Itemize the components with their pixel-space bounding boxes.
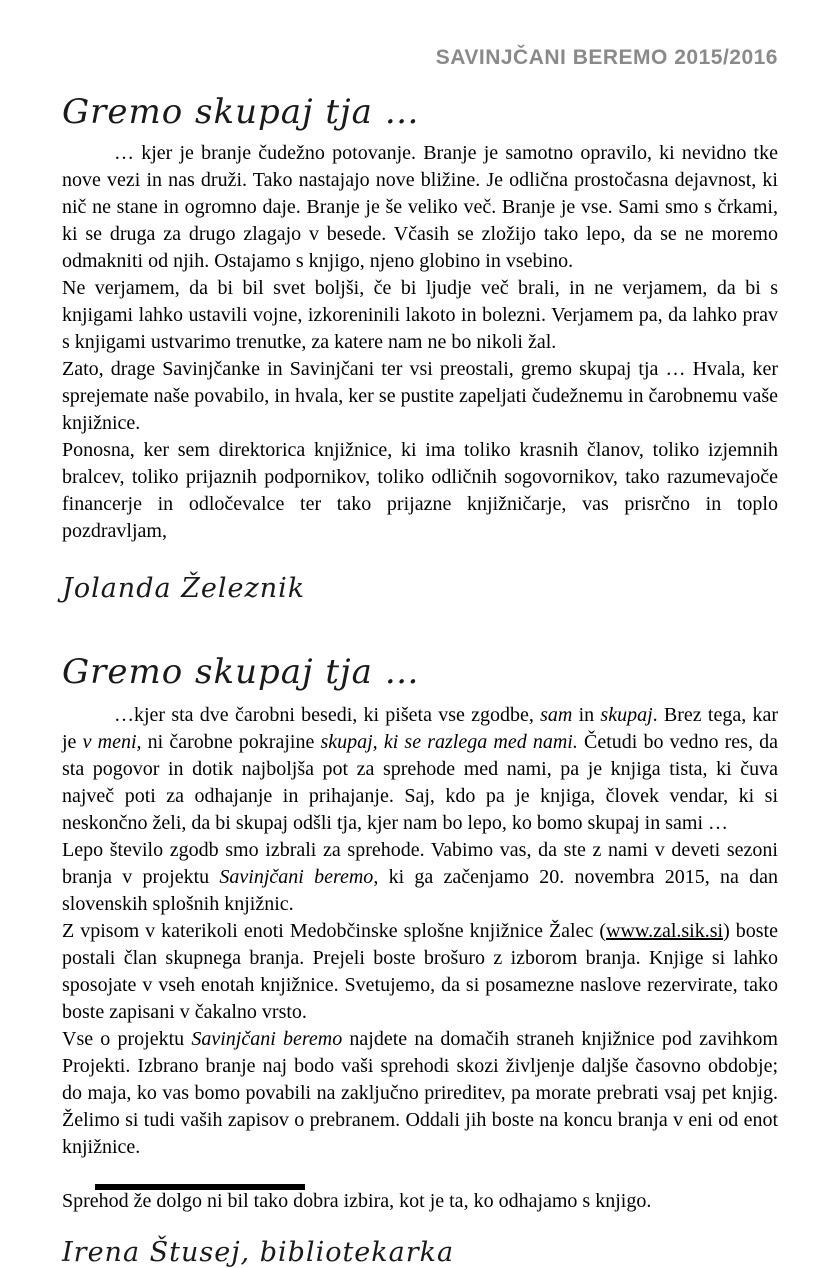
page-header-title: SAVINJČANI BEREMO 2015/2016	[435, 46, 778, 69]
text-segment: in	[572, 704, 601, 726]
signature-jolanda-zeleznik: Jolanda Železnik	[62, 573, 306, 604]
section-librarians-letter	[62, 650, 778, 1268]
paragraph	[62, 918, 778, 1026]
text-segment: Sprehod že dolgo ni bil tako dobra izbira, kot je ta, ko odhajamo s knjigo.	[62, 1190, 652, 1212]
text-segment: Ponosna, ker sem direktorica knjižnice, ki ima toliko krasnih članov, toliko izjemnih bralcev, toliko prijaznih podpornikov, toliko odličnih sogovornikov, tako razumevajoče financerje in odločevalce ter tako prijazne knjižničarje, vas prisrčno in toplo pozdravljam,	[62, 439, 778, 542]
text-segment: Četudi bo vedno res, da sta pogovor in dotik najboljša pot za sprehode med nami, pa je knjiga tista, ki čuva največ poti za odhajanje in prihajanje. Saj, kdo pa je knjiga, človek vendar, ki si neskončno želi, da bi skupaj odšli tja, kjer nam bo lepo, ko bomo skupaj in sami …	[62, 731, 778, 834]
text-segment: Vse o projektu	[62, 1028, 192, 1050]
signature-irena-stusej: Irena Štusej, bibliotekarka	[62, 1237, 455, 1268]
paragraph	[62, 356, 778, 437]
text-segment: Savinjčani beremo	[219, 866, 374, 888]
text-segment: najdete na domačih straneh knjižnice pod zavihkom Projekti. Izbrano branje naj bodo vaši sprehodi skozi življenje daljše časovno obdobje; do maja, ko vas bomo povabili na zaključno prireditev, pa morate prebrati vsaj pet knjig. Želimo si tudi vaših zapisov o prebranem. Oddali jih boste na koncu branja v eni od enot knjižnice.	[62, 1028, 778, 1158]
text-segment: Savinjčani beremo	[191, 1028, 343, 1050]
paragraph	[62, 437, 778, 545]
paragraph	[62, 140, 778, 275]
text-segment: skupaj, ki se razlega med nami.	[320, 731, 578, 753]
text-segment: …kjer sta dve čarobni besedi, ki pišeta vse zgodbe,	[114, 704, 541, 726]
paragraph	[62, 702, 778, 837]
text-segment: Ne verjamem, da bi bil svet boljši, če bi ljudje več brali, in ne verjamem, da bi s knjigami lahko ustavili vojne, izkoreninili lakoto in bolezni. Verjamem pa, da lahko prav s knjigami ustvarimo trenutke, za katere nam ne bo nikoli žal.	[62, 277, 778, 353]
text-segment: Zato, drage Savinjčanke in Savinjčani ter vsi preostali, gremo skupaj tja … Hvala, ker sprejemate naše povabilo, in hvala, ker se pustite zapeljati čudežnemu in čarobnemu vaše knjižnice.	[62, 358, 778, 434]
section-directors-letter	[62, 90, 778, 604]
paragraph	[62, 1026, 778, 1161]
text-segment: ni čarobne pokrajine	[141, 731, 321, 753]
link-zal-sik-si[interactable]: www.zal.sik.si	[606, 920, 724, 942]
text-segment: ) boste postali član skupnega branja. Prejeli boste brošuro z izborom branja. Knjige si lahko sposojate v vseh enotah knjižnice. Svetujemo, da si posamezne naslove rezervirate, tako boste zapisani v čakalno vrsto.	[62, 920, 778, 1023]
text-segment: sam	[540, 704, 573, 726]
text-segment: … kjer je branje čudežno potovanje. Branje je samotno opravilo, ki nevidno tke nove vezi in nas druži. Tako nastajajo nove bližine. Je odlična prostočasna dejavnost, ki nič ne stane in ogromno daje. Branje je še veliko več. Branje je vse. Sami smo s črkami, ki se druga za drugo zlagajo v besede. Včasih se zložijo tako lepo, da se ne moremo odmakniti od njih. Ostajamo s knjigo, njeno globino in vsebino.	[62, 142, 778, 272]
text-segment: Z vpisom v katerikoli enoti Medobčinske splošne knjižnice Žalec (	[62, 920, 607, 942]
section-heading: Gremo skupaj tja …	[62, 652, 420, 692]
text-segment: . Brez tega, kar je	[62, 704, 778, 753]
text-segment: v meni,	[82, 731, 142, 753]
section-heading: Gremo skupaj tja …	[62, 92, 420, 132]
text-segment: Lepo število zgodb smo izbrali za sprehode. Vabimo vas, da ste z nami v deveti sezoni branja v projektu	[62, 839, 778, 888]
text-segment: skupaj	[600, 704, 653, 726]
closing-line	[62, 1188, 778, 1215]
paragraph	[62, 275, 778, 356]
text-segment: , ki ga začenjamo 20. novembra 2015, na dan slovenskih splošnih knjižnic.	[62, 866, 778, 915]
paragraph	[62, 837, 778, 918]
cropped-next-element-artifact	[95, 1184, 305, 1190]
